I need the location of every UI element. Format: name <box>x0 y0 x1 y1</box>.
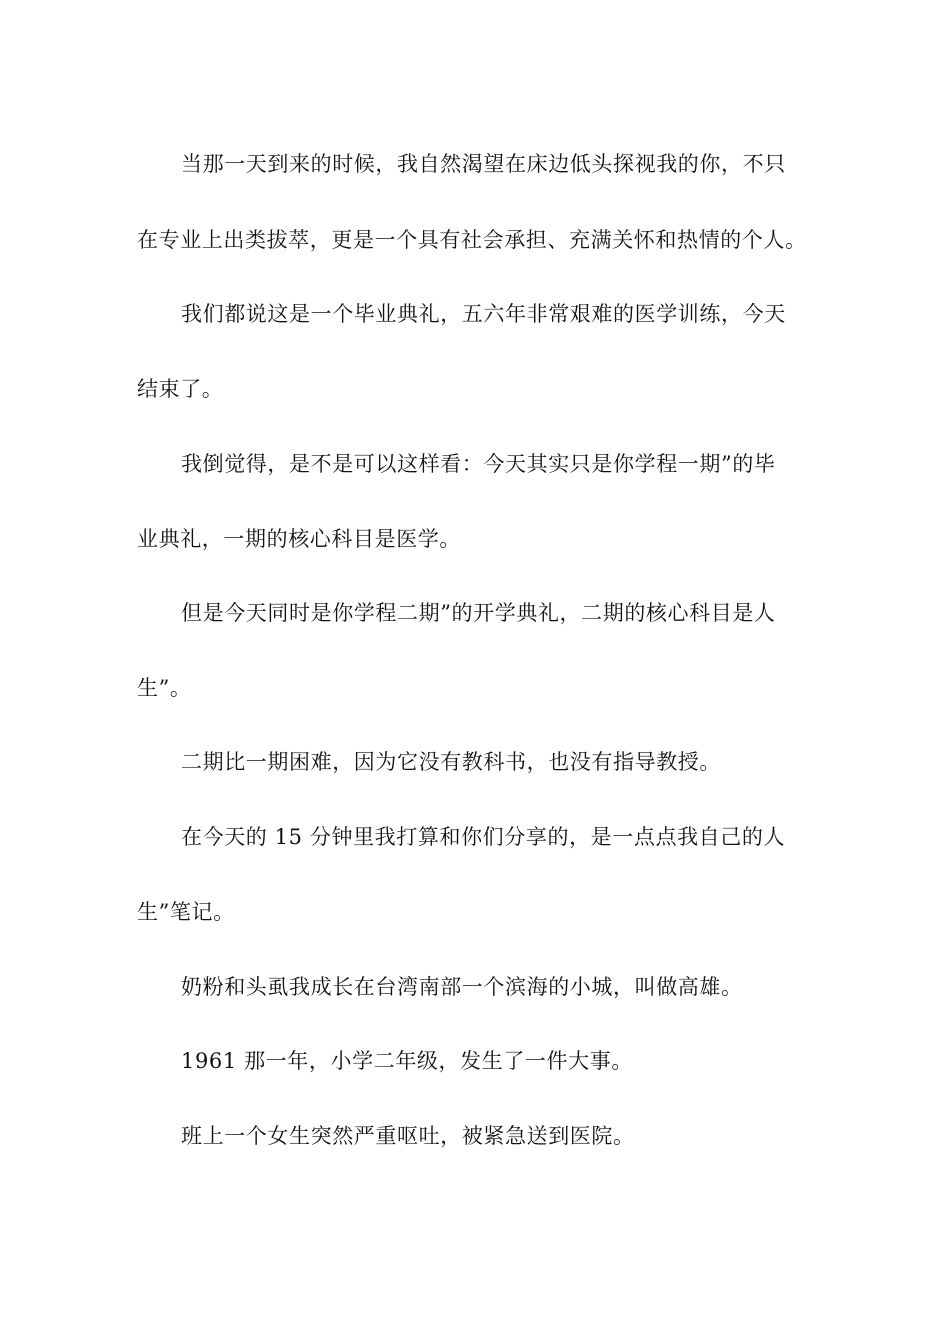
paragraph-line: 业典礼，一期的核心科目是医学。 <box>137 527 461 551</box>
paragraph-line: 生”笔记。 <box>137 900 235 924</box>
paragraph-line: 奶粉和头虱我成长在台湾南部一个滨海的小城，叫做高雄。 <box>181 975 743 999</box>
paragraph-line: 生”。 <box>137 676 192 700</box>
paragraph-line: 但是今天同时是你学程二期”的开学典礼，二期的核心科目是人 <box>181 601 776 625</box>
paragraph-line: 我们都说这是一个毕业典礼，五六年非常艰难的医学训练，今天 <box>181 302 786 326</box>
paragraph-line: 我倒觉得，是不是可以这样看：今天其实只是你学程一期”的毕 <box>181 452 776 476</box>
paragraph-line: 二期比一期困难，因为它没有教科书，也没有指导教授。 <box>181 750 721 774</box>
paragraph-line: 当那一天到来的时候，我自然渴望在床边低头探视我的你，不只 <box>181 152 786 176</box>
paragraph-line: 1961 那一年，小学二年级，发生了一件大事。 <box>181 1049 633 1073</box>
paragraph-line: 在专业上出类拔萃，更是一个具有社会承担、充满关怀和热情的个人。 <box>137 228 807 252</box>
paragraph-line: 结束了。 <box>137 377 224 401</box>
paragraph-line: 班上一个女生突然严重呕吐，被紧急送到医院。 <box>181 1124 635 1148</box>
paragraph-line: 在今天的 15 分钟里我打算和你们分享的，是一点点我自己的人 <box>181 825 786 849</box>
